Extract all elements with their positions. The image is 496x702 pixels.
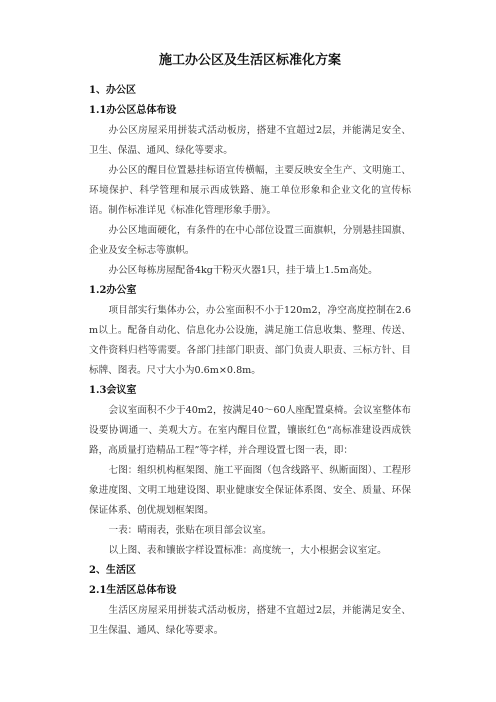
- paragraph: 办公区的醒目位置悬挂标语宣传横幅，主要反映安全生产、文明施工、环境保护、科学管理和展示西成铁路、施工单位形象和企业文化的宣传标语。制作标准详见《标准化管理形象手册》。: [89, 165, 411, 216]
- paragraph: 办公区地面硬化，有条件的在中心部位设置三面旗帜，分别悬挂国旗、企业及安全标志等旗帜。: [89, 225, 411, 256]
- paragraph: 办公区每栋房屋配备4kg干粉灭火器1只，挂于墙上1.5m高处。: [108, 265, 378, 276]
- section-heading: 1、办公区: [89, 85, 136, 96]
- subsection-heading: 1.1办公区总体布设: [89, 105, 177, 116]
- subsection-heading: 1.3会议室: [89, 385, 137, 396]
- paragraph: 一表：晴雨表，张贴在项目部会议室。: [108, 525, 272, 536]
- paragraph: 项目部实行集体办公，办公室面积不小于120m2，净空高度控制在2.6m以上。配备自动化、信息化办公设施，满足施工信息收集、整理、传送、文件资料归档等需要。各部门挂部门职责、部门负责人职责、三标方针、目标牌、图表。尺寸大小为0.6m×0.8m。: [89, 305, 411, 376]
- document-sections: [89, 81, 411, 641]
- paragraph: 以上图、表和镶嵌字样设置标准：高度统一，大小根据会议室定。: [108, 545, 387, 556]
- document-title: 施工办公区及生活区标准化方案: [158, 53, 341, 68]
- subsection-heading: 1.2办公室: [89, 285, 137, 296]
- paragraph: 生活区房屋采用拼装式活动板房，搭建不宜超过2层，并能满足安全、卫生保温、通风、绿化等要求。: [89, 605, 411, 636]
- document-body: [89, 50, 411, 641]
- subsection-heading: 2.1生活区总体布设: [89, 585, 177, 596]
- paragraph: 办公区房屋采用拼装式活动板房，搭建不宜超过2层，并能满足安全、卫生、保温、通风、绿化等要求。: [89, 125, 411, 156]
- paragraph: 会议室面积不少于40m2，按满足40～60人座配置桌椅。会议室整体布设要协调通一、美观大方。在室内醒目位置，镶嵌红色“高标准建设西成铁路，高质量打造精品工程”等字样，并合理设置七图一表，即：: [89, 405, 411, 456]
- paragraph: 七图：组织机构框架图、施工平面图（包含线路平、纵断面图）、工程形象进度图、文明工地建设图、职业健康安全保证体系图、安全、质量、环保保证体系、创优规划框架图。: [89, 465, 411, 516]
- section-heading: 2、生活区: [89, 565, 136, 576]
